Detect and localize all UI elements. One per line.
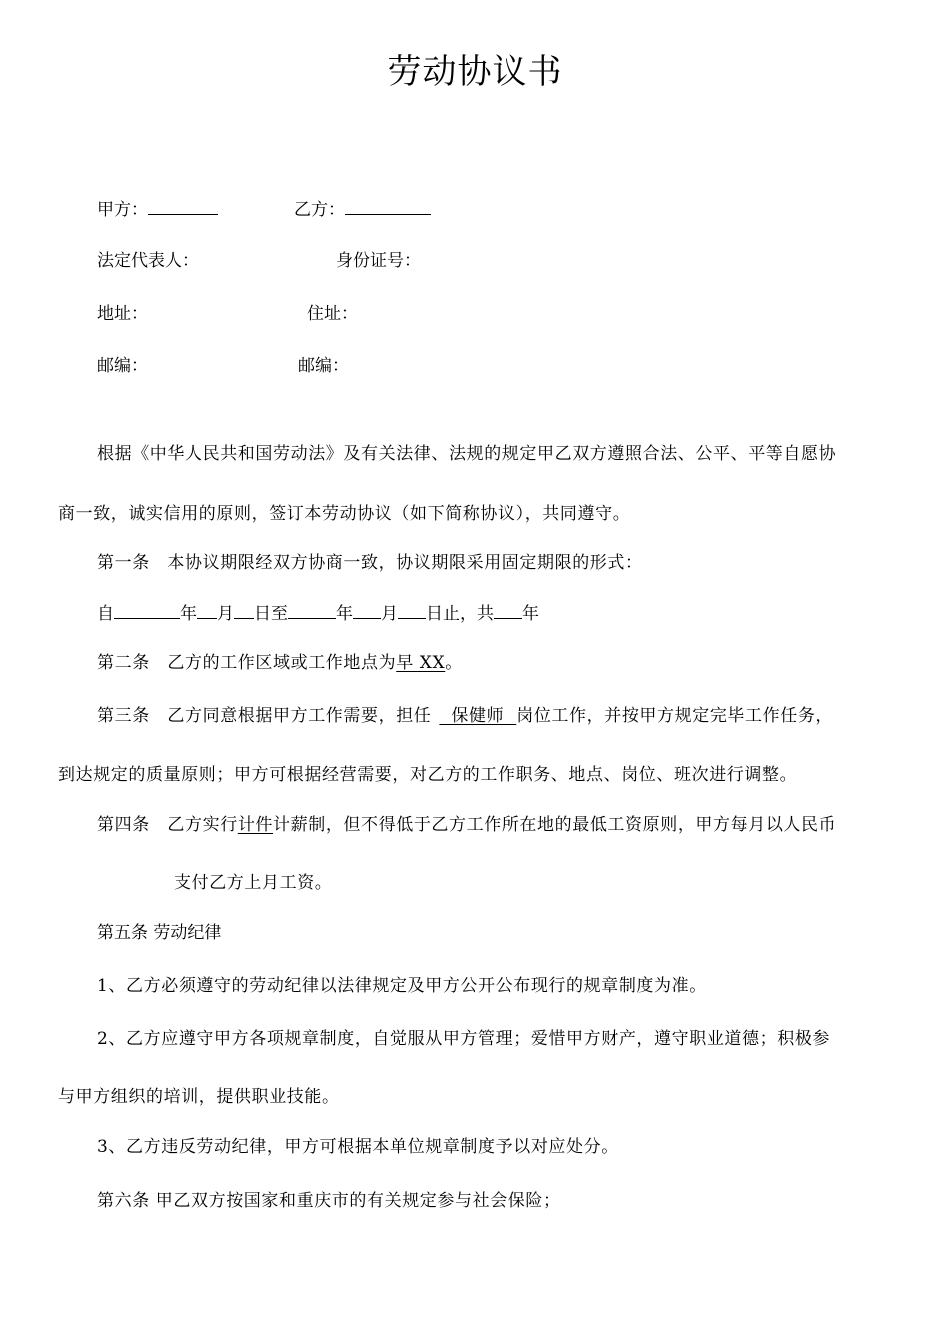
pay-method-value: 计件 bbox=[237, 815, 274, 835]
postcode-b-label: 邮编： bbox=[298, 356, 349, 376]
address-label: 地址： bbox=[97, 304, 148, 324]
article-3-suffix: 岗位工作，并按甲方规定完毕工作任务， bbox=[516, 706, 834, 726]
party-a-label: 甲方： bbox=[97, 200, 148, 220]
legal-rep-label: 法定代表人： bbox=[97, 251, 199, 271]
article-5-item-1: 1、乙方必须遵守的劳动纪律以法律规定及甲方公开公布现行的规章制度为准。 bbox=[97, 976, 707, 996]
party-a-blank bbox=[148, 198, 218, 215]
article-3-prefix: 第三条 乙方同意根据甲方工作需要，担任 bbox=[97, 706, 432, 726]
article-1-text: 第一条 本协议期限经双方协商一致，协议期限采用固定期限的形式： bbox=[97, 553, 643, 573]
article-4-prefix: 第四条 乙方实行 bbox=[97, 815, 238, 835]
article-5-item-2-line-1: 2、乙方应遵守甲方各项规章制度，自觉服从甲方管理；爱惜甲方财产，遵守职业道德；积极参 bbox=[97, 1029, 831, 1049]
article-5-item-3: 3、乙方违反劳动纪律，甲方可根据本单位规章制度予以对应处分。 bbox=[97, 1137, 619, 1157]
term-year-1: 年 bbox=[180, 604, 197, 624]
postcode-a-label: 邮编： bbox=[97, 356, 148, 376]
term-month-1: 月 bbox=[217, 604, 234, 624]
article-4-line-1 bbox=[97, 814, 836, 836]
start-year-blank bbox=[114, 602, 180, 619]
article-1-term bbox=[97, 602, 539, 625]
preamble-line-2: 商一致，诚实信用的原则，签订本劳动协议（如下简称协议），共同遵守。 bbox=[58, 504, 631, 524]
party-a-line bbox=[97, 198, 218, 221]
term-day-2: 日止，共 bbox=[426, 604, 494, 624]
total-years-blank bbox=[494, 602, 522, 619]
preamble-line-1: 根据《中华人民共和国劳动法》及有关法律、法规的规定甲乙双方遵照合法、公平、平等自愿协 bbox=[97, 444, 837, 464]
article-6-text: 第六条 甲乙双方按国家和重庆市的有关规定参与社会保险； bbox=[97, 1191, 561, 1211]
end-month-blank bbox=[353, 602, 381, 619]
residence-label: 住址： bbox=[307, 304, 358, 324]
end-year-blank bbox=[288, 602, 336, 619]
party-b-line bbox=[294, 198, 431, 221]
article-5-heading: 第五条 劳动纪律 bbox=[97, 923, 222, 943]
term-day-1: 日至 bbox=[254, 604, 288, 624]
term-years: 年 bbox=[522, 604, 539, 624]
term-year-2: 年 bbox=[336, 604, 353, 624]
position-value: 保健师 bbox=[439, 706, 517, 726]
start-month-blank bbox=[197, 602, 217, 619]
work-location-value: 早 XX bbox=[396, 653, 446, 673]
article-2 bbox=[97, 652, 463, 674]
article-3-line-2: 到达规定的质量原则；甲方可根据经营需要，对乙方的工作职务、地点、岗位、班次进行调整。 bbox=[58, 765, 798, 785]
article-4-line-2: 支付乙方上月工资。 bbox=[174, 873, 333, 893]
article-2-suffix: 。 bbox=[445, 653, 463, 673]
document-title: 劳动协议书 bbox=[387, 52, 563, 92]
article-5-item-2-line-2: 与甲方组织的培训，提供职业技能。 bbox=[58, 1087, 340, 1107]
end-day-blank bbox=[398, 602, 426, 619]
term-month-2: 月 bbox=[381, 604, 398, 624]
article-2-prefix: 第二条 乙方的工作区域或工作地点为 bbox=[97, 653, 397, 673]
id-number-label: 身份证号： bbox=[336, 251, 421, 271]
party-b-label: 乙方： bbox=[294, 200, 345, 220]
party-b-blank bbox=[345, 198, 431, 215]
article-3-line-1 bbox=[97, 705, 833, 727]
article-4-suffix: 计薪制，但不得低于乙方工作所在地的最低工资原则，甲方每月以人民币 bbox=[273, 815, 837, 835]
start-day-blank bbox=[234, 602, 254, 619]
term-from: 自 bbox=[97, 604, 114, 624]
